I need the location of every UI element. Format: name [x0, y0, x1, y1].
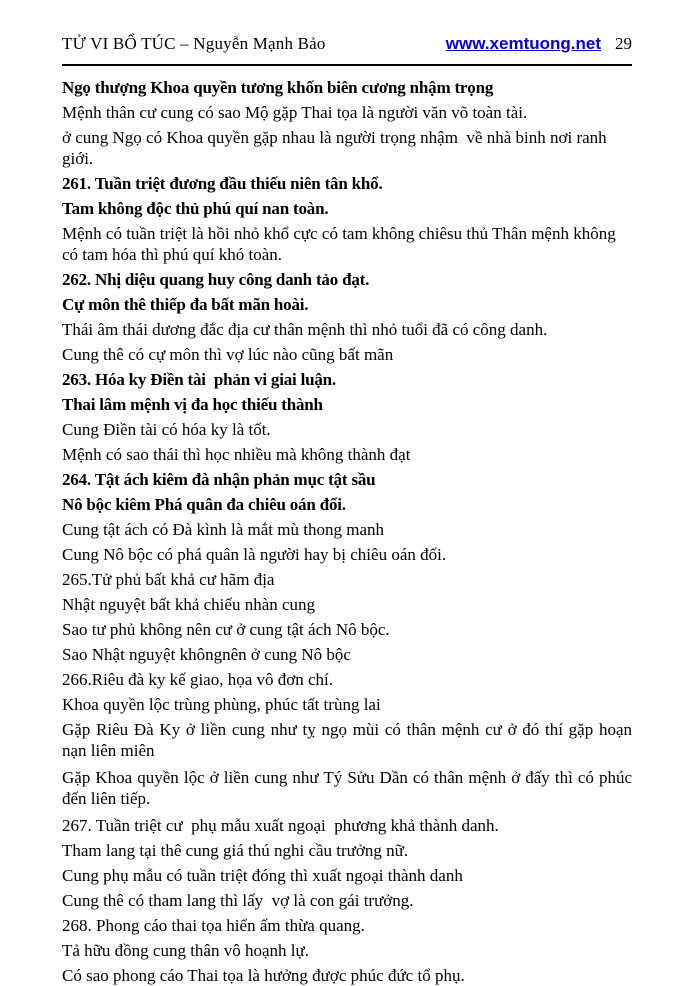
verse-heading: 262. Nhị diệu quang huy công danh tảo đạt.	[62, 270, 370, 289]
book-title: TỬ VI BỔ TÚC – Nguyễn Mạnh Bảo	[62, 34, 326, 53]
page-number: 29	[615, 34, 632, 53]
body-paragraph: Sao Nhật nguyệt khôngnên ở cung Nô bộc	[62, 645, 351, 664]
body-paragraph: Tả hữu đồng cung thân vô hoạnh lự.	[62, 941, 309, 960]
page-header	[62, 34, 632, 54]
body-paragraph: Cung phụ mẫu có tuần triệt đóng thì xuất ngoại thành danh	[62, 866, 463, 885]
header-right	[446, 34, 632, 54]
header-divider	[62, 64, 632, 66]
body-paragraph: Khoa quyền lộc trùng phùng, phúc tất trùng lai	[62, 695, 381, 714]
body-paragraph: 265.Tử phủ bất khả cư hãm địa	[62, 570, 275, 589]
body-paragraph: Gặp Riêu Đà Ky ở liền cung như tỵ ngọ mùi có thân mệnh cư ở đó thí gặp hoạn nạn liên miên	[62, 720, 637, 760]
verse-heading: 261. Tuần triệt đương đầu thiếu niên tân khổ.	[62, 174, 383, 193]
verse-heading: Thai lâm mệnh vị đa học thiếu thành	[62, 395, 323, 414]
body-paragraph: Cung Nô bộc có phá quân là người hay bị chiêu oán đối.	[62, 545, 447, 564]
verse-heading: 263. Hóa ky Điền tài phản vi giai luận.	[62, 370, 336, 389]
body-paragraph: Gặp Khoa quyền lộc ở liền cung như Tý Sửu Dần có thân mệnh ở đấy thì có phúc đến liên tiếp.	[62, 768, 637, 808]
verse-heading: Ngọ thượng Khoa quyền tương khốn biên cương nhậm trọng	[62, 78, 494, 97]
verse-heading: Cự môn thê thiếp đa bất mãn hoài.	[62, 295, 309, 314]
body-paragraph: Mệnh có sao thái thì học nhiều mà không thành đạt	[62, 445, 411, 464]
body-paragraph: Mệnh có tuần triệt là hồi nhỏ khổ cực có tam không chiêsu thủ Thân mệnh không có tam hóa thì phú quí khó toàn.	[62, 224, 620, 264]
body-paragraph: Có sao phong cáo Thai tọa là hưởng được phúc đức tổ phụ.	[62, 966, 465, 985]
body-paragraph: Sao tư phủ không nên cư ở cung tật ách Nô bộc.	[62, 620, 390, 639]
body-paragraph: Nhật nguyệt bất khả chiếu nhàn cung	[62, 595, 316, 614]
body-paragraph: 267. Tuần triệt cư phụ mẫu xuất ngoại phương khả thành danh.	[62, 816, 499, 835]
body-paragraph: Mệnh thân cư cung có sao Mộ gặp Thai tọa là người văn võ toàn tài.	[62, 103, 528, 122]
body-paragraph: ở cung Ngọ có Khoa quyền gặp nhau là người trọng nhậm về nhà binh nơi ranh giới.	[62, 128, 611, 168]
body-paragraph: Cung thê có cự môn thì vợ lúc nào cũng bất mãn	[62, 345, 394, 364]
body-paragraph: Thái âm thái dương đắc địa cư thân mệnh thì nhỏ tuổi đã có công danh.	[62, 320, 548, 339]
body-paragraph: Cung Điền tài có hóa ky là tốt.	[62, 420, 271, 439]
verse-heading: 264. Tật ách kiêm đà nhận phản mục tật sầu	[62, 470, 376, 489]
body-paragraph: Cung tật ách có Đà kình là mắt mù thong manh	[62, 520, 384, 539]
document-body	[62, 77, 637, 986]
body-paragraph: Tham lang tại thê cung giá thú nghi cầu trưởng nữ.	[62, 841, 409, 860]
website-link[interactable]: www.xemtuong.net	[445, 34, 601, 53]
body-paragraph: 268. Phong cáo thai tọa hiển ấm thừa quang.	[62, 916, 365, 935]
body-paragraph: Cung thê có tham lang thì lấy vợ là con gái trưởng.	[62, 891, 414, 910]
verse-heading: Nô bộc kiêm Phá quân đa chiêu oán đối.	[62, 495, 346, 514]
body-paragraph: 266.Riêu đà ky kế giao, họa vô đơn chí.	[62, 670, 334, 689]
verse-heading: Tam không độc thủ phú quí nan toàn.	[62, 199, 329, 218]
